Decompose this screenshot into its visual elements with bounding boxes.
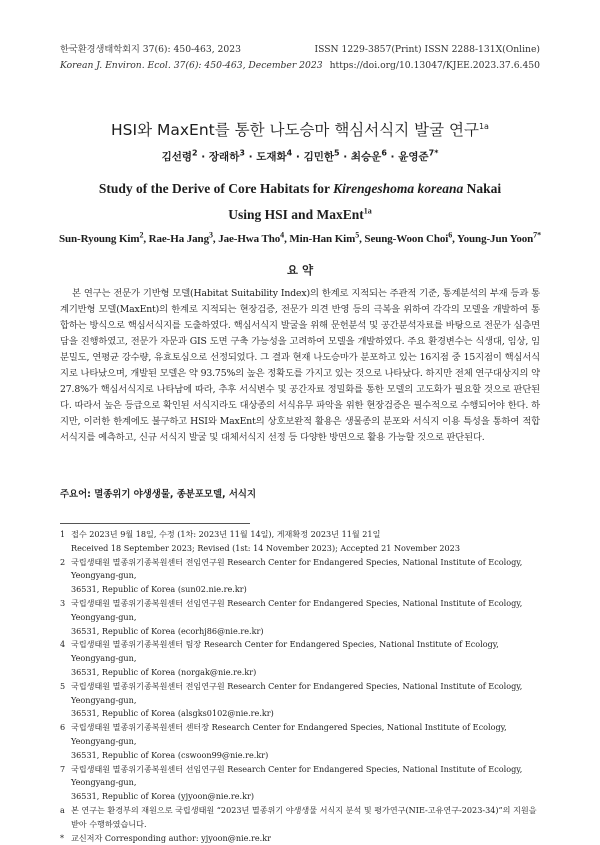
author-ko: 최승운 xyxy=(350,151,382,163)
title-english-suffix: Nakai xyxy=(463,181,502,196)
journal-citation xyxy=(60,42,323,74)
doi-link[interactable]: https://doi.org/10.13047/KJEE.2023.37.6.450 xyxy=(329,60,540,71)
footnote-line: 국립생태원 멸종위기종복원센터 선임연구원 Research Center for Endangered Species, National Institute of Ecology, Yeongyang-gun, xyxy=(71,763,523,788)
footnote-line: 36531, Republic of Korea (sun02.nie.re.kr) xyxy=(71,584,247,595)
footnote-mark: 2 xyxy=(60,556,66,567)
footnote-mark: * xyxy=(60,832,65,843)
footnote xyxy=(60,763,542,804)
title-english-line2-text: Using HSI and MaxEnt xyxy=(228,207,364,222)
footnote-mark: 6 xyxy=(60,722,66,733)
abstract-heading: 요 약 xyxy=(286,263,314,277)
author-en-sup: 5 xyxy=(355,230,360,240)
footnote-line: 36531, Republic of Korea (alsgks0102@nie.re.kr) xyxy=(71,708,274,719)
footnote-mark: 4 xyxy=(60,639,66,650)
footnote-line: 접수 2023년 9월 18일, 수정 (1차: 2023년 11월 14일), 게재확정 2023년 11월 21일 xyxy=(71,529,381,539)
footnote-line: 국립생태원 멸종위기종복원센터 센터장 Research Center for Endangered Species, National Institute of Ecology, Yeongyang-gun, xyxy=(71,722,507,746)
footnotes xyxy=(60,528,542,845)
author-en-sup: 3 xyxy=(208,230,213,240)
title-korean-text: HSI와 MaxEnt를 통한 나도승마 핵심서식지 발굴 연구 xyxy=(111,121,479,139)
footnote-mark: 5 xyxy=(60,680,66,691)
footnote-mark: 7 xyxy=(60,763,66,774)
authors-english: Sun-Ryoung Kim$^2$, Rae-Ha Jang$^3$, Jae-Hwa Tho$^4$, Min-Han Kim$^5$, Seung-Woon Choi$^6$, Young-Jun Yoon$^{7*}$ xyxy=(59,230,541,245)
author-en-sup: 4 xyxy=(280,230,285,240)
author-en: Jae-Hwa Tho xyxy=(218,233,281,245)
journal-citation-ko: 한국환경생태학회지 37(6): 450-463, 2023 xyxy=(60,44,241,55)
keywords xyxy=(60,486,540,500)
footnote-line: 36531, Republic of Korea (norgak@nie.re.kr) xyxy=(71,666,257,677)
species-name: Kirengeshoma koreana xyxy=(333,181,464,196)
footnote-mark: 3 xyxy=(60,597,66,608)
title-english-line2 xyxy=(60,202,540,228)
footnote-line: 국립생태원 멸종위기종복원센터 전임연구원 Research Center for Endangered Species, National Institute of Ecology, Yeongyang-gun, xyxy=(71,680,523,705)
author-ko: 윤영준 xyxy=(398,151,429,163)
title-korean xyxy=(60,118,540,140)
footnote xyxy=(60,832,542,845)
author-ko: 김민한 xyxy=(303,151,334,163)
author-ko-sup: 4 xyxy=(286,148,293,158)
footnote-line: 본 연구는 환경부의 재원으로 국립생태원 “2023년 멸종위기 야생생물 서식지 분석 및 평가연구(NIE-고유연구-2023-34)”의 지원을 xyxy=(71,804,537,815)
issn-doi-block xyxy=(314,42,540,74)
footnote-line: Received 18 September 2023; Revised (1st: 14 November 2023); Accepted 21 November 2023 xyxy=(71,542,460,553)
author-en-sup: 6 xyxy=(448,230,453,240)
footnote-divider xyxy=(60,523,250,524)
footnote xyxy=(60,556,542,597)
author-en-sup: 7* xyxy=(533,230,541,240)
author-ko-sup: 7* xyxy=(428,148,439,158)
author-en: Sun-Ryoung Kim xyxy=(59,233,140,245)
footnote-line: 국립생태원 멸종위기종복원센터 전임연구원 Research Center for Endangered Species, National Institute of Ecology, Yeongyang-gun, xyxy=(71,556,523,581)
footnote xyxy=(60,680,542,721)
journal-citation-en: Korean J. Environ. Ecol. 37(6): 450-463, December 2023 xyxy=(60,60,323,71)
issn: ISSN 1229-3857(Print) ISSN 2288-131X(Online) xyxy=(314,44,540,55)
footnote-line: 36531, Republic of Korea (yjyoon@nie.re.kr) xyxy=(71,791,255,802)
title-english-line1 xyxy=(60,176,540,202)
title-english-prefix: Study of the Derive of Core Habitats for xyxy=(98,181,334,196)
author-ko: 장래하 xyxy=(208,151,240,163)
authors-korean: 김선령$^2$ · 장래하$^3$ · 도재화$^4$ · 김민한$^5$ · 최승운$^6$ · 윤영준$^{7*}$ xyxy=(161,148,439,163)
footnote-line: 국립생태원 멸종위기종복원센터 선임연구원 Research Center for Endangered Species, National Institute of Ecology, Yeongyang-gun, xyxy=(71,597,523,622)
footnote-mark: a xyxy=(60,804,65,815)
author-ko-sup: 2 xyxy=(192,148,198,158)
footnote xyxy=(60,638,542,679)
footnote-line: 받아 수행하였습니다. xyxy=(71,818,147,829)
abstract-body: 본 연구는 전문가 기반형 모델(Habitat Suitability Index)의 한계로 지적되는 주관적 기준, 통계분석의 부재 등과 통계기반형 모델(MaxEnt)의 한계로 지적되는 현장검증, 전문가 의견 반영 등의 극복을 위하여 각각의 모델을 개발하여 통합하는 방식으로 핵심서식지를 도출하였다. 핵심서식지 발굴을 위해 문헌분석 및 공간분석자료를 바탕으로 전문가 심층면담을 진행하였고, 전문가 자문과 GIS 도면 구축 가능성을 고려하여 모델을 개발하였다. 주요 환경변수는 식생대, 임상, 임분밀도, 연평균 강수량, 유효토심으로 선정되었다. 그 결과 현재 나도승마가 분포하고 있는 16지점 중 15지점이 핵심서식지로 나타났으며, 개발된 모델은 약 93.75%의 높은 정확도를 가지고 있는 것으로 나타났다. 하지만 전체 연구대상지의 약 27.8%가 핵심서식지로 나타남에 따라, 추후 서식변수 및 공간자료 정밀화를 통한 모델의 고도화가 필요할 것으로 판단된다. 따라서 높은 등급으로 확인된 서식지라도 대상종의 서식유무 파악을 위한 현장검증은 필수적으로 수행되어야 한다. 하지만, 이러한 한계에도 불구하고 HSI와 MaxEnt의 상호보완적 활용은 생물종의 분포와 서식지 이용 특성을 통하여 적합 서식지를 예측하고, 신규 서식지 발굴 및 대체서식지 선정 등 다양한 방면으로 활용 가능할 것으로 판단된다. xyxy=(60,288,540,443)
author-ko-sup: 5 xyxy=(334,148,340,158)
footnote xyxy=(60,804,542,832)
footnote-line: 36531, Republic of Korea (ecorhj86@nie.re.kr) xyxy=(71,625,264,636)
author-ko: 김선령 xyxy=(161,151,193,163)
author-ko: 도재화 xyxy=(256,151,287,163)
author-en: Seung-Woon Choi xyxy=(364,233,449,245)
author-en: Young-Jun Yoon xyxy=(457,233,534,245)
author-en: Min-Han Kim xyxy=(289,233,356,245)
keywords-list: 멸종위기 야생생물, 종분포모델, 서식지 xyxy=(94,489,257,500)
title-korean-sup: 1a xyxy=(478,121,489,131)
author-en-sup: 2 xyxy=(139,230,144,240)
title-english xyxy=(60,176,540,228)
footnote-line: 국립생태원 멸종위기종복원센터 팀장 Research Center for Endangered Species, National Institute of Ecology, Yeongyang-gun, xyxy=(71,639,499,664)
footnote xyxy=(60,528,542,556)
author-ko-sup: 6 xyxy=(381,148,387,158)
title-english-sup: 1a xyxy=(363,206,372,216)
author-en: Rae-Ha Jang xyxy=(148,233,209,245)
keywords-label: 주요어: xyxy=(60,489,91,500)
footnote-mark: 1 xyxy=(60,529,66,539)
footnote-line: 교신저자 Corresponding author: yjyoon@nie.re.kr xyxy=(71,832,272,843)
footnote xyxy=(60,721,542,762)
footnote xyxy=(60,597,542,638)
author-ko-sup: 3 xyxy=(239,148,245,158)
footnote-line: 36531, Republic of Korea (cswoon99@nie.re.kr) xyxy=(71,749,269,760)
